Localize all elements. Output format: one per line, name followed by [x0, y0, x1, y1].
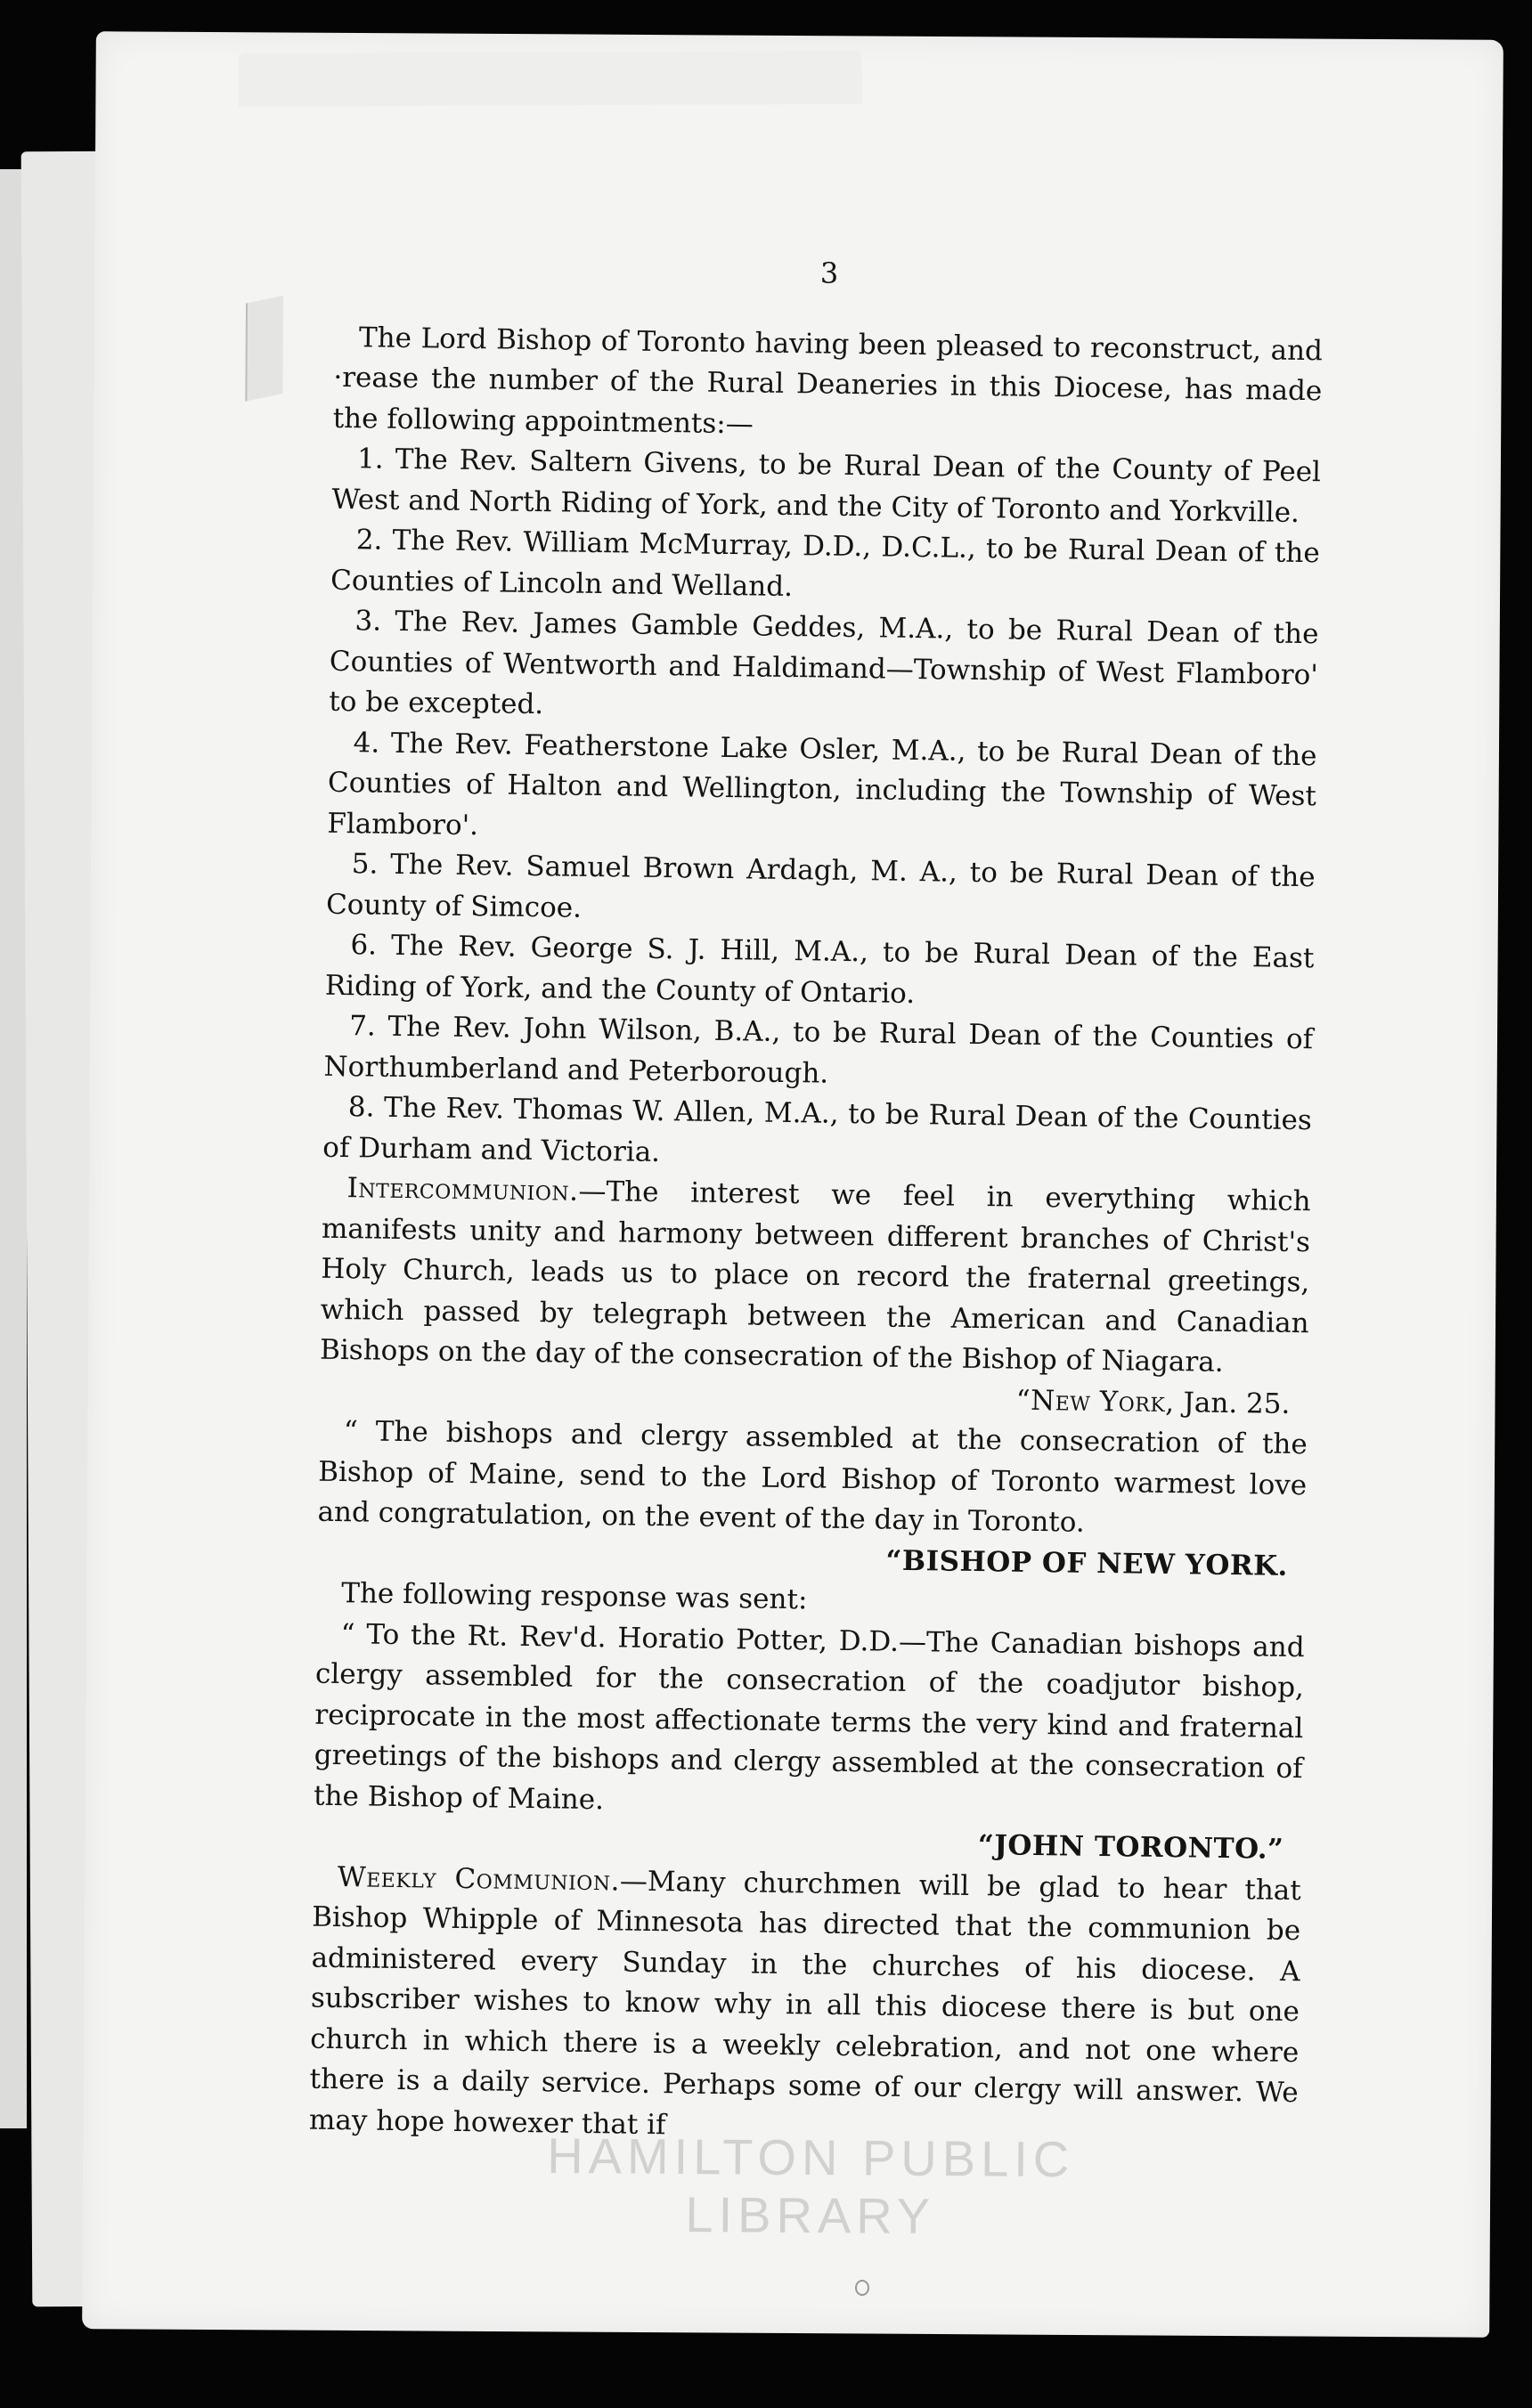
- appointment-6: 6. The Rev. George S. J. Hill, M.A., to be Rural Dean of the East Riding of York, and the County of Ontario.: [324, 929, 1315, 1010]
- weekly-communion-heading: Weekly Communion.: [337, 1860, 621, 1897]
- page-top-fold: [238, 51, 861, 107]
- response-intro: The following response was sent:: [341, 1577, 808, 1616]
- weekly-communion-paragraph: [309, 1857, 1301, 2154]
- appointment-8: 8. The Rev. Thomas W. Allen, M.A., to be Rural Dean of the Counties of Durham and Victoria.: [322, 1091, 1313, 1168]
- intercommunion-heading: Intercommunion.: [346, 1172, 579, 1208]
- response-signature: “JOHN TORONTO.”: [977, 1829, 1284, 1866]
- torn-margin: [245, 296, 283, 402]
- intercommunion-body: —The interest we feel in everything which manifests unity and harmony between different branches of Christ's Holy Church, leads us to place on record the fraternal greetings, which passed by telegraph between the American and Canadian Bishops on the day of the consecration of the Bishop of Niagara.: [319, 1175, 1311, 1379]
- page-text-block: [309, 247, 1324, 2154]
- smudge-mark: [855, 2280, 869, 2296]
- intro-paragraph: The Lord Bishop of Toronto having been pleased to reconstruct, and ·rease the number of the Rural Deaneries in this Diocese, has made the following appointments:—: [332, 321, 1324, 440]
- page-number: 3: [819, 256, 839, 290]
- ny-message: “ The bishops and clergy assembled at the consecration of the Bishop of Maine, send to the Lord Bishop of Toronto warmest love and congratulation, on the event of the day in Toronto.: [317, 1415, 1308, 1539]
- appointment-3: 3. The Rev. James Gamble Geddes, M.A., to be Rural Dean of the Counties of Wentworth and Haldimand—Township of West Flamboro' to be excepted.: [329, 605, 1319, 721]
- intercommunion-paragraph: [320, 1168, 1311, 1385]
- ny-signature: “BISHOP OF NEW YORK.: [885, 1544, 1289, 1582]
- appointment-1: 1. The Rev. Saltern Givens, to be Rural Dean of the County of Peel West and North Riding of York, and the City of Toronto and Yorkville.: [331, 443, 1322, 529]
- ny-dateline-place: “New York,: [1015, 1384, 1175, 1419]
- appointment-5: 5. The Rev. Samuel Brown Ardagh, M. A., to be Rural Dean of the County of Simcoe.: [325, 848, 1316, 924]
- document-page: [82, 31, 1503, 2338]
- appointment-4: 4. The Rev. Featherstone Lake Osler, M.A., to be Rural Dean of the Counties of Halton and Wellington, including the Township of West Flamboro'.: [327, 726, 1317, 842]
- appointment-7: 7. The Rev. John Wilson, B.A., to be Rural Dean of the Counties of Northumberland and Peterborough.: [323, 1010, 1314, 1090]
- library-watermark: HAMILTON PUBLIC LIBRARY: [546, 2127, 1075, 2244]
- response-message: “ To the Rt. Rev'd. Horatio Potter, D.D.—The Canadian bishops and clergy assembled for the consecration of the coadjutor bishop, reciprocate in the most affectionate terms the very kind and fraternal greetings of the bishops and clergy assembled at the consecration of the Bishop of Maine.: [313, 1617, 1305, 1816]
- ny-dateline-date: Jan. 25.: [1174, 1386, 1291, 1420]
- appointment-2: 2. The Rev. William McMurray, D.D., D.C.L., to be Rural Dean of the Counties of Lincoln and Welland.: [330, 524, 1320, 603]
- weekly-communion-body: —Many churchmen will be glad to hear that Bishop Whipple of Minnesota has directed that the communion be administered every Sunday in the churches of his diocese. A subscriber wishes to know why in all this diocese there is but one church in which there is a weekly celebration, and not one where there is a daily service. Perhaps some of our clergy will answer. We may hope howexer that if: [308, 1864, 1301, 2141]
